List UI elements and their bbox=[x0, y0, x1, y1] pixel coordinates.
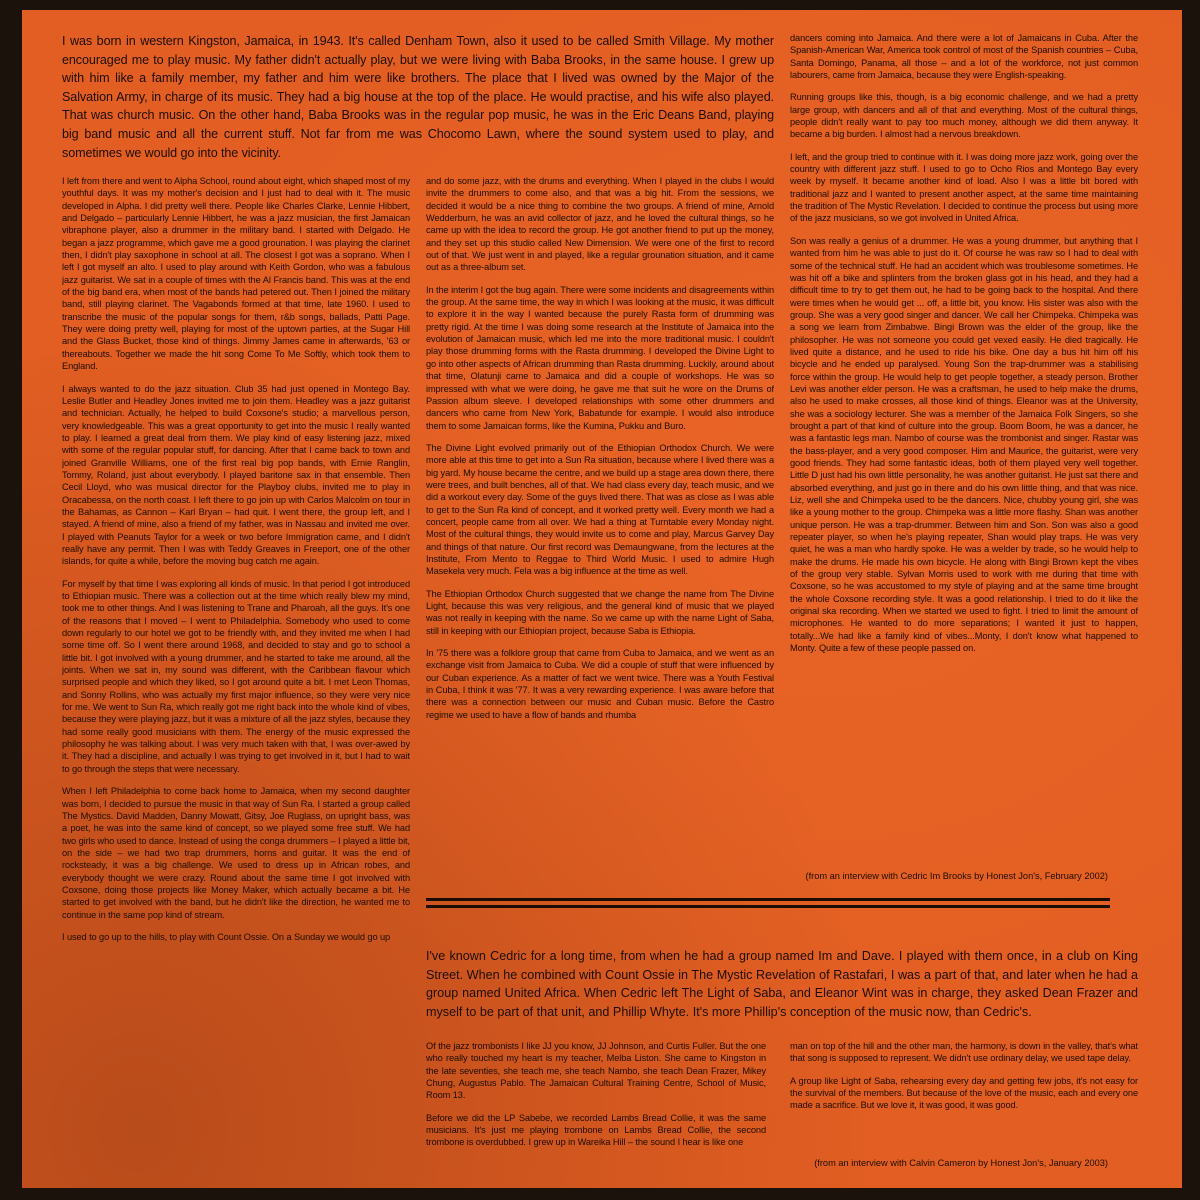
paragraph: man on top of the hill and the other man, the harmony, is down in the valley, that's what that song is supposed to represent. We didn't use ordinary delay, we used tape delay. bbox=[790, 1041, 1138, 1064]
paragraph: Of the jazz trombonists I like JJ you know, JJ Johnson, and Curtis Fuller. But the one who really touched my heart is my teacher, Melba Liston. She came to Kingston in the late seventies, she teach me, she teach Nambo, she teach Dean Frazer, Mikey Chung, Augustus Pablo. The Jamaican Cultural Training Centre, School of Music, Room 13. bbox=[426, 1041, 766, 1101]
paragraph: For myself by that time I was exploring all kinds of music. In that period I got introduced to Ethiopian music. There was a collection out at the time which really blew my mind, took me to other things. And I was listening to Trane and Pharoah, all the guys. It's one of the reasons that I moved – I went to Philadelphia. Somebody who used to come down regularly to our hotel we got to be friendly with, and they invited me when I had some time off. So I went there around 1968, and decided to stay and go to school a little bit. I got involved with a young drummer, and he started to take me around, all the joints. When we sat in, my sound was different, with the Caribbean flavour which surprised people and which they liked, so I got around quite a bit. I met Leon Thomas, and Sonny Rollins, who was actually my first major influence, so they were very nice for me. We went to Sun Ra, which really got me right back into the whole kind of vibes, because they were playing jazz, but it was a mixture of all the jazz styles, because they had some really good musicians with them. The energy of the music expressed the philosophy he was talking about. I was very much taken with that, I was over-awed by it. They had a discipline, and actually I was trying to get involved in it, but I had to wait to go through the steps that were necessary. bbox=[62, 578, 410, 774]
interview-credit-cedric: (from an interview with Cedric Im Brooks by Honest Jon's, February 2002) bbox=[805, 871, 1108, 881]
paragraph: I left, and the group tried to continue with it. I was doing more jazz work, going over the country with different jazz stuff. I used to go to Ocho Rios and Montego Bay every week by myself. It became another kind of load. Also I was a little bit bored with traditional jazz and I wanted to present another aspect, at the same time maintaining the tradition of The Mystic Revelation. I decided to continue the process but using more of the jazz musicians, so we got involved in United Africa. bbox=[790, 151, 1138, 224]
paragraph: A group like Light of Saba, rehearsing every day and getting few jobs, it's not easy for the survival of the members. But because of the love of the music, each and every one made a sacrifice. But we love it, it was good, it was good. bbox=[790, 1075, 1138, 1111]
second-intro-paragraph: I've known Cedric for a long time, from when he had a group named Im and Dave. I played with them once, in a club on King Street. When he combined with Count Ossie in The Mystic Revelation of Rastafari, I was a part of that, and later when he had a group named United Africa. When Cedric left The Light of Saba, and Eleanor Wint was in charge, they asked Dean Frazer and myself to be part of that unit, and Phillip Whyte. It's more Phillip's conception of the music now, than Cedric's. bbox=[426, 949, 1138, 1019]
paragraph: dancers coming into Jamaica. And there were a lot of Jamaicans in Cuba. After the Spanish-American War, America took control of most of the Spanish countries – Cuba, Santa Domingo, Panama, all those – and a lot of the workforce, not just common labourers, came from Jamaica, because they were English-speaking. bbox=[790, 33, 1138, 81]
paragraph: and do some jazz, with the drums and everything. When I played in the clubs I would invite the drummers to come also, and that was a big hit. From the sessions, we decided it would be a nice thing to combine the two groups. A friend of mine, Arnold Wedderburn, he was an avid collector of jazz, and he loved the cultural things, so he came up with the idea to record the group. He got another friend to put up the money, and they set up this studio called New Dimension. We were one of the first to record out of that. We just went in and played, like a regular grounation situation, and it came out as a three-album set. bbox=[426, 176, 774, 273]
paragraph: I used to go up to the hills, to play with Count Ossie. On a Sunday we would go up bbox=[62, 931, 391, 942]
paragraph: The Ethiopian Orthodox Church suggested that we change the name from The Divine Light, because this was very religious, and the general kind of music that we played was not really in keeping with the name. So we came up with the name Light of Saba, still in keeping with our Ethiopian project, because Saba is Ethiopia. bbox=[426, 588, 774, 636]
text-column-2 bbox=[426, 175, 774, 887]
paragraph: Running groups like this, though, is a big economic challenge, and we had a pretty large group, with dancers and all of that and everything. Most of the cultural things, people didn't really want to pay too much money, although we did them anyway. It became a big burden. I almost had a nervous breakdown. bbox=[790, 92, 1138, 140]
liner-notes-sheet bbox=[22, 10, 1182, 1188]
paragraph: Before we did the LP Sabebe, we recorded Lambs Bread Collie, it was the same musicians. It's just me playing trombone on Lambs Bread Collie, the second trombone is overdubbed. I grew up in Wareika Hill – the sound I hear is like one bbox=[426, 1112, 766, 1148]
intro-paragraph: I was born in western Kingston, Jamaica, in 1943. It's called Denham Town, also it used to be called Smith Village. My mother encouraged me to play music. My father didn't actually play, but we were living with Baba Brooks, in the same house. I grew up with him like a family member, my father and him were like brothers. The place that I lived was owned by the Major of the Salvation Army, in charge of its music. They had a big house at the top of the place. He would practise, and his wife also played. That was church music. On the other hand, Baba Brooks was in the regular pop music, he was in the Eric Deans Band, playing big band music and all the current stuff. Not far from me was Chocomo Lawn, where the sound system used to play, and sometimes we would go into the vicinity. bbox=[62, 34, 774, 160]
paragraph: In '75 there was a folklore group that came from Cuba to Jamaica, and we went as an exchange visit from Jamaica to Cuba. We did a couple of stuff that were influenced by our Cuban experience. As a matter of fact we went twice. There was a Youth Festival in Cuba, I think it was '77. It was a very rewarding experience. I was aware before that there was a connection between our music and Cuban music. Before the Castro regime we used to have a flow of bands and rhumba bbox=[426, 648, 774, 720]
paragraph: The Divine Light evolved primarily out of the Ethiopian Orthodox Church. We were more able at this time to get into a Sun Ra situation, because where I lived there was a big yard. My house became the centre, and we build up a stage area down there, there were trees, and built benches, all of that. We had class every day, teach music, and we did a workout every day. Some of the guys lived there. That was as close as I was able to get to the Sun Ra kind of concept, and it worked pretty well. Every month we had a concert, people came from all over. We had a thing at Turntable every Monday night. Most of the cultural things, they would invite us to come and play, Marcus Garvey Day and things of that nature. Our first record was Demaungwane, from the lectures at the Institute, From Mento to Reggae to Third World Music. I used to admire Hugh Masekela very much. Fela was a big influence at the time as well. bbox=[426, 442, 774, 577]
paragraph: When I left Philadelphia to come back home to Jamaica, when my second daughter was born, I decided to pursue the music in that way of Sun Ra. I started a group called The Mystics. David Madden, Danny Mowatt, Gitsy, Joe Ruglass, on upright bass, was a poet, he was into the same kind of concept, so we played some free stuff. We had two girls who used to dance. Instead of using the conga drummers – I played a little bit, on the side – we had two trap drummers, horns and guitar. It was the end of rocksteady, it was a big challenge. We used to dress up in African robes, and everybody thought we were crazy. Round about the same time I got involved with Coxsone, doing those projects like Money Maker, which actually became a bit. He started to get involved with the band, but he didn't like the direction, he wanted me to continue in the same pop kind of stream. bbox=[62, 786, 410, 920]
interview-credit-calvin: (from an interview with Calvin Cameron by Honest Jon's, January 2003) bbox=[814, 1158, 1108, 1168]
paragraph: In the interim I got the bug again. There were some incidents and disagreements within the group. At the same time, the way in which I was looking at the music, it was difficult to explore it in the way I wanted because the purely Rasta form of drumming was pretty rigid. At the time I was doing some research at the Institute of Jamaica into the evolution of Jamaican music, which led me into the more traditional music. I couldn't play those drumming forms with the Rasta drumming. I developed the Divine Light to go into other aspects of African drumming than Rasta drumming. Luckily, around about that time, Olatunji came to Jamaica and did a couple of workshops. He was so impressed with what we were doing, he gave me that suit he wore on the Drums of Passion album sleeve. I developed relationships with some other drummers and dancers who came from New York, Babatunde for example. I would also introduce them to some Jamaican forms, like the Kumina, Pukku and Buro. bbox=[426, 284, 774, 431]
text-column-5 bbox=[790, 1040, 1138, 1150]
text-column-4 bbox=[426, 1040, 766, 1180]
paragraph: I always wanted to do the jazz situation. Club 35 had just opened in Montego Bay. Leslie Butler and Headley Jones invited me to join them. Headley was a jazz guitarist and technician. Actually, he helped to build Coxsone's studio; a marvellous person, very knowledgeable. This was a great opportunity to get into the music I really wanted to play. I learned a great deal from them. We play kind of easy listening jazz, mixed with some of the regular popular stuff, for dancing. After that I came back to town and joined Granville Williams, one of the first real big pop bands, with Ernie Ranglin, Tommy, Roland, just about everybody. I played baritone sax in that ensemble. Then Cecil Lloyd, who was musical director for the Playboy clubs, invited me to play in Oracabessa, on the north coast. I left there to go join up with Carlos Malcolm on tour in the Bahamas, as Cannon – Karl Bryan – had quit. I went there, the group left, and I stayed. A friend of mine, also a friend of my father, was in Nassau and invited me over. I played with Peanuts Taylor for a week or two before Immigration came, and I didn't really have any permit. Then I was with Teddy Greaves in Freeport, one of the other islands, for quite a while, before the moving bug catch me again. bbox=[62, 383, 410, 567]
paragraph: I left from there and went to Alpha School, round about eight, which shaped most of my youthful days. It was my mother's decision and I just had to deal with it. The music developed in Alpha. I did pretty well there. People like Charles Clarke, Lennie Hibbert, and Delgado – particularly Lennie Hibbert, he was a jazz musician, the first Jamaican vibraphone player, also a drummer in the military band. I started with Delgado. He began a jazz programme, which gave me a good grounation. I was playing the clarinet then, I didn't play saxophone in school at all. The closest I got was a soprano. When I left I got myself an alto. I used to play around with Keith Gordon, who was a fabulous jazz guitarist. We sat in a couple of times with the Al Francis band. This was at the end of the big band era, when most of the bands had petered out. Then I joined the military band, still playing clarinet. The Vagabonds formed at that time, late 1960. I used to transcribe the music of the popular songs for them, r&b songs, ballads, Patti Page. They were doing pretty well, playing for most of the uptown parties, at the Sugar Hill and the Glass Bucket, those kind of things. Jimmy James came in afterwards, '63 or thereabouts. Together we made the hit song Come To Me Softly, which took them to England. bbox=[62, 176, 410, 372]
divider-rule-top bbox=[426, 898, 1110, 901]
divider-rule-bottom bbox=[426, 905, 1110, 908]
text-column-1 bbox=[62, 175, 410, 1175]
paragraph: Son was really a genius of a drummer. He was a young drummer, but anything that I wanted from him he was able to just do it. Of course he was raw so I had to deal with some of the technical stuff. He had an accident which was troublesome sometimes. He was hit off a bike and splinters from the broken glass got in his head, and they had a difficult time to try to get them out, he had to be going back to the hospital. And there were times when he would get ... off, a little bit, you know. His sister was also with the group. She was a very good singer and dancer. We call her Chimpeka. Chimpeka was a song we learn from Zimbabwe. Bingi Brown was the elder of the group, like the philosopher. He was not someone you could get vexed easily. He died tragically. He lived quite a distance, and he used to ride his bike. One day a bus hit him off his bicycle and he ended up paralysed. Young Son the trap-drummer was a stabilising force within the group. He would help to get people together, a steady person. Brother Levi was another elder person. He was a craftsman, he used to help make the drums, also he used to make crosses, all those kind of things. Eleanor was at the University, she was a sociology lecturer. She was a member of the Jamaica Folk Singers, so she brought a part of that kind of culture into the group. Boom Boom, he was a dancer, he was a fantastic legs man. Nambo of course was the trombonist and singer. Rastar was the bass-player, and a very good composer. Him and Maurice, the guitarist, were very good friends. They had some fantastic ideas, both of them played very well together. Little D just had his own little personality, he was another guitarist. He just sat there and absorbed everything, and just go in there and do his own little thing, and that was nice. Liz, well she and Chimpeka used to be the dancers. Nice, chubby young girl, she was like a young mother to the group. Chimpeka was a little more flashy. Shan was another unique person. He was a trap-drummer. Between him and Son. Son was also a good repeater player, so when he's playing repeater, Shan would play traps. He was very quiet, he was a man who hardly spoke. He was a welder by trade, so he would help to make the drums. He made his own bicycle. He along with Bingi Brown kept the vibes of the group very stable. Sylvan Morris used to work with me during that time with Coxsone, so he was accustomed to my style of playing and at the same time brought the whole Coxsone recording style. It was a good relationship. I tried to do it like the original ska recording. When we started we used to fight. I tried to limit the amount of microphones. He wanted to do more separations; I wanted it just to happen, totally...We had like a family kind of vibes...Monty, I don't know what happened to Monty. Quite a few of these people passed on. bbox=[790, 235, 1138, 654]
text-column-3 bbox=[790, 32, 1138, 887]
